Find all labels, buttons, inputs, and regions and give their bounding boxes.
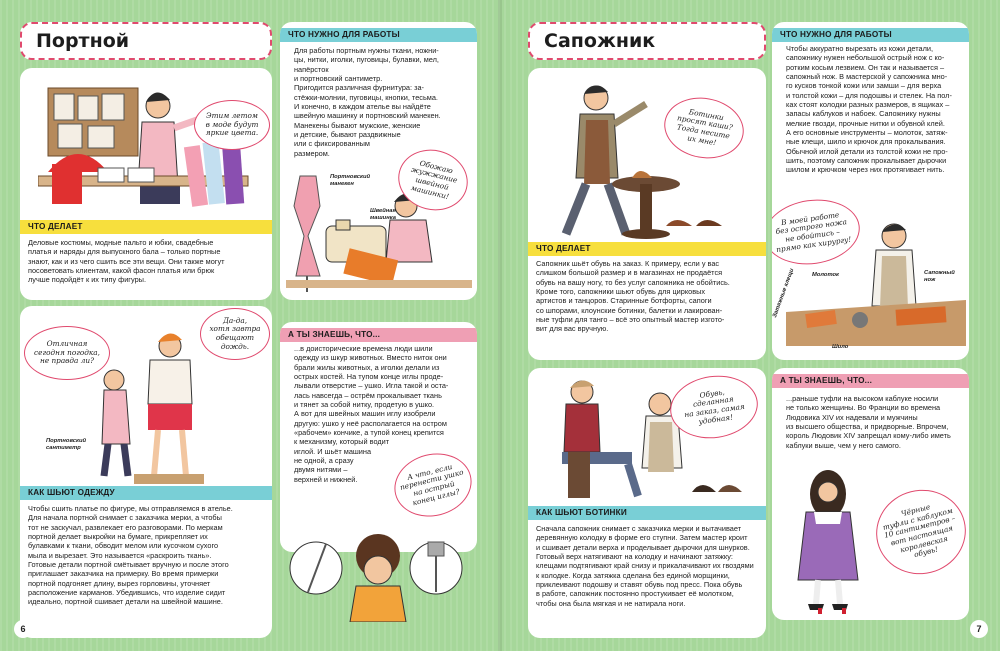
needles-inventor-illustration bbox=[286, 512, 476, 622]
right-what-does-text: Сапожник шьёт обувь на заказ. К примеру, если у вас слишком большой размер и в магазинах не продаётся обувь на вашу ногу, то без услуг сапожника не обойтись. Кроме того, сапожники шьют обувь для цирковых артистов и танцоров. Старинные ботфорты, сапоги со шпорами, клоунские ботинки, балетки и лакирован- ные туфли для танго – всё это опытный мастер изгото- вит для вас вручную. bbox=[536, 259, 730, 334]
right-know-header: А ТЫ ЗНАЕШЬ, ЧТО... bbox=[772, 374, 969, 388]
right-how-header: КАК ШЬЮТ БОТИНКИ bbox=[528, 506, 766, 520]
left-needs-text: Для работы портным нужны ткани, ножни- цы, нитки, иголки, пуговицы, булавки, мел, напёрсток и портновский сантиметр. Пригодится различная фурнитура: за- стёжки-молнии, пуговицы, кнопки, тесьма. И конечно, в каждом ателье вы найдёте швейную машинку и портновский манекен. Манекены бывают мужские, женские и детские, бывают раздвижные или с фиксированным размером. bbox=[294, 46, 441, 158]
knife-label: Сапожный нож bbox=[924, 270, 955, 283]
left-what-does-header: ЧТО ДЕЛАЕТ bbox=[20, 220, 272, 234]
tailor-needs-card bbox=[280, 22, 477, 300]
needle-idea-bubble: А что, если перенести ушко на острый конец иглы? bbox=[388, 445, 477, 524]
left-know-header: А ТЫ ЗНАЕШЬ, ЧТО... bbox=[280, 328, 477, 342]
knife-speech-bubble: В моей работе без острого ножа не обойтись – прямо как хирургу! bbox=[772, 194, 864, 271]
right-needs-text: Чтобы аккуратно вырезать из кожи детали, сапожнику нужен небольшой острый нож с ко- ротким косым лезвием. Он так и называется – сапожный нож. В мастерской у сапожника мно- го кусков тонкой кожи или замши – для верха и толстой кожи – для подошвы и стелек. На пол- ках стоят колодки разных размеров, в ящиках – запасы каблуков и набоек. Сапожнику нужны мелкие гвозди, прочные нитки и обувной клей. А его основные инструменты – молоток, затяж- ные клещи, шило и крючок для прокалывания. Обычной иглой детали из толстой кожи не про- шить, поэтому сапожник прокалывает дырочки шилом и крючком через них протягивает нить. bbox=[786, 44, 952, 175]
hammer-label: Молоток bbox=[812, 272, 839, 278]
shoemaker-illustration bbox=[536, 74, 760, 244]
machine-speech-bubble: Обожаю жужжание швейной машинки! bbox=[392, 142, 474, 217]
fitting-card bbox=[20, 306, 272, 638]
left-page-number: 6 bbox=[14, 620, 32, 638]
left-how-text: Чтобы сшить платье по фигуре, мы отправляемся в ателье. Для начала портной снимает с заказчика мерки, а чтобы тот не заскучал, развлекает его разговорами. По меркам портной делает выкройки на бумаге, прикрепляет их булавками к ткани, обводит мелом или кусочком сухого мыла и вырезает. Это называется «раскроить ткань». Готовые детали портной смётывает вручную и после этого приглашает заказчика на примерку. Во время примерки портной подгоняет длину, вырез горловины, уточняет расположение карманов. Убедившись, что изделие сидит идеально, портной сшивает детали на швейной машине. bbox=[28, 504, 233, 607]
right-how-text: Сначала сапожник снимает с заказчика мерки и вытачивает деревянную колодку в форме его ступни. Затем мастер кроит и сшивает детали верха и проделывает дырочки для шнурков. Готовый верх натягивают на колодку и начинают затяжку: клещами подтягивают край снизу и прикалачивают их гвоздями к колодке. Когда затяжка сделана без единой морщинки, приклеивают подошву и ставят обувь под пресс. Пока обувь в работе, сапожник постоянно простукивает её молотком, чтобы она была мягкая и не натирала ноги. bbox=[536, 524, 754, 608]
awl-label: Шило bbox=[832, 344, 849, 350]
left-title-text: Портной bbox=[36, 30, 130, 52]
tailor-fitting-bubble: Да-да, хотя завтра обещают дождь. bbox=[200, 308, 270, 360]
left-needs-header: ЧТО НУЖНО ДЛЯ РАБОТЫ bbox=[280, 28, 477, 42]
right-title-text: Сапожник bbox=[544, 30, 656, 52]
right-know-text: ...раньше туфли на высоком каблуке носили не только женщины. Во Франции во времена Людовика XIV их надевали и мужчины из высшего общества, и придворные. Впрочем, король Людовик XIV запрещал кому-либо иметь каблуки выше, чем у него самого. bbox=[786, 394, 951, 450]
left-know-text: ...в доисторические времена люди шили одежду из шкур животных. Вместо ниток они брали жилы животных, а иголки делали из острых костей. На тупом конце иглы проде- лывали отверстие – ушко. Игла такой и оста- лась навсегда – острём прокалывает ткань и тянет за собой нитку, продетую в ушко. А вот для швейных машин иглу изобрели другую: ушко у неё располагается на остром «рабочем» кончике, а тупой конец крепится к механизму, который водит иглой. И шьёт машина не одной, а сразу двумя нитями – верхней и нижней. bbox=[294, 344, 449, 484]
right-what-does-header: ЧТО ДЕЛАЕТ bbox=[528, 242, 766, 256]
right-know-card bbox=[772, 368, 969, 620]
left-how-header: КАК ШЬЮТ ОДЕЖДУ bbox=[20, 486, 272, 500]
right-page-number: 7 bbox=[970, 620, 988, 638]
client-speech-bubble: Отличная сегодня погодка, не правда ли? bbox=[24, 326, 110, 380]
right-needs-header: ЧТО НУЖНО ДЛЯ РАБОТЫ bbox=[772, 28, 969, 42]
tailor-speech-bubble: Этим летом в моде будут яркие цвета. bbox=[194, 100, 270, 150]
right-page-title bbox=[528, 22, 766, 60]
shoemaker-needs-card bbox=[772, 22, 969, 360]
boots-speech-bubble: Ботинки просят каши? Тогда несите их мне! bbox=[659, 92, 748, 165]
order-speech-bubble: Обувь, сделанная на заказ, самая удобная! bbox=[666, 370, 762, 444]
spread-divider bbox=[498, 0, 502, 651]
mannequin-label: Портновский манекен bbox=[330, 174, 371, 187]
shoemaker-card bbox=[528, 68, 766, 360]
left-page-title bbox=[20, 22, 272, 60]
pincers-label: Затяжные клещи bbox=[772, 267, 796, 319]
sewing-machine-label: Швейная машинка bbox=[370, 208, 396, 221]
boot-making-card bbox=[528, 368, 766, 638]
tape-measure-label: Портновский сантиметр bbox=[46, 438, 87, 451]
left-what-does-text: Деловые костюмы, модные пальто и юбки, свадебные платья и наряды для выпускного бала – только портные знают, как и из чего сшить все эти вещи. Они также могут посоветовать клиентам, какой фасон платья или брюк лучше подойдёт к их типу фигуры. bbox=[28, 238, 225, 285]
tailor-card bbox=[20, 68, 272, 300]
heels-speech-bubble: Чёрные туфли с каблуком 10 сантиметров – вот настоящая королевская обувь! bbox=[867, 480, 969, 583]
